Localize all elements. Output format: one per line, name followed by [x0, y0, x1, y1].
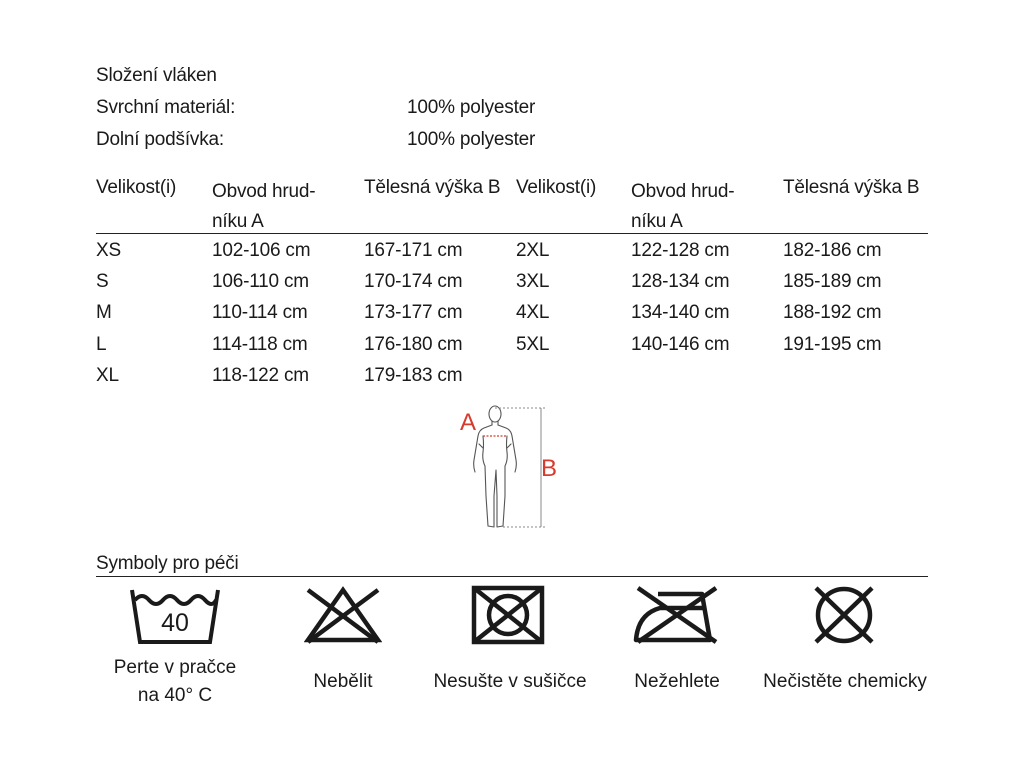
chest-cell: 102-106 cm — [212, 240, 311, 261]
no-bleach-icon — [304, 584, 382, 646]
header-chest-left: Obvod hrud- níku A — [212, 181, 316, 232]
no-bleach-label: Nebělit — [313, 671, 373, 692]
care-title: Symboly pro péči — [96, 553, 239, 574]
size-cell: 2XL — [516, 240, 550, 261]
no-tumble-dry-label: Nesušte v sušičce — [433, 671, 587, 692]
size-cell: 4XL — [516, 302, 550, 323]
header-chest-right: Obvod hrud- níku A — [631, 181, 735, 232]
height-cell: 179-183 cm — [364, 365, 463, 386]
height-cell: 188-192 cm — [783, 302, 882, 323]
lining-label: Dolní podšívka: — [96, 129, 224, 150]
outer-material-label: Svrchní materiál: — [96, 97, 236, 118]
size-cell: XS — [96, 240, 121, 261]
no-dry-clean-icon — [808, 584, 880, 646]
no-iron-icon — [632, 584, 722, 646]
chest-cell: 118-122 cm — [212, 365, 309, 386]
header-size-left: Velikost(i) — [96, 177, 177, 198]
size-cell: L — [96, 334, 107, 355]
wash-temperature: 40 — [161, 609, 189, 637]
size-cell: S — [96, 271, 109, 292]
height-cell: 182-186 cm — [783, 240, 882, 261]
header-size-right: Velikost(i) — [516, 177, 597, 198]
size-cell: 5XL — [516, 334, 550, 355]
chest-cell: 114-118 cm — [212, 334, 308, 355]
wash-label: Perte v pračce na 40° C — [113, 657, 237, 706]
chest-cell: 106-110 cm — [212, 271, 309, 292]
chest-cell: 128-134 cm — [631, 271, 730, 292]
chest-cell: 110-114 cm — [212, 302, 308, 323]
height-cell: 167-171 cm — [364, 240, 463, 261]
care-rule — [96, 576, 928, 577]
table-header-rule — [96, 233, 928, 234]
header-height-left: Tělesná výška B — [364, 177, 501, 198]
figure-label-b: B — [541, 455, 557, 482]
composition-title: Složení vláken — [96, 65, 217, 86]
height-cell: 173-177 cm — [364, 302, 463, 323]
figure-label-a: A — [460, 409, 476, 436]
height-cell: 185-189 cm — [783, 271, 882, 292]
size-cell: 3XL — [516, 271, 550, 292]
wash-40-icon — [128, 586, 222, 646]
outer-material-value: 100% polyester — [407, 97, 536, 118]
chest-cell: 122-128 cm — [631, 240, 730, 261]
no-iron-label: Nežehlete — [634, 671, 720, 692]
size-cell: M — [96, 302, 112, 323]
no-tumble-dry-icon — [470, 584, 546, 646]
height-cell: 191-195 cm — [783, 334, 882, 355]
header-height-right: Tělesná výška B — [783, 177, 920, 198]
lining-value: 100% polyester — [407, 129, 536, 150]
size-cell: XL — [96, 365, 119, 386]
no-dry-clean-label: Nečistěte chemicky — [763, 671, 927, 692]
height-cell: 176-180 cm — [364, 334, 463, 355]
chest-cell: 140-146 cm — [631, 334, 730, 355]
chest-cell: 134-140 cm — [631, 302, 730, 323]
height-cell: 170-174 cm — [364, 271, 463, 292]
